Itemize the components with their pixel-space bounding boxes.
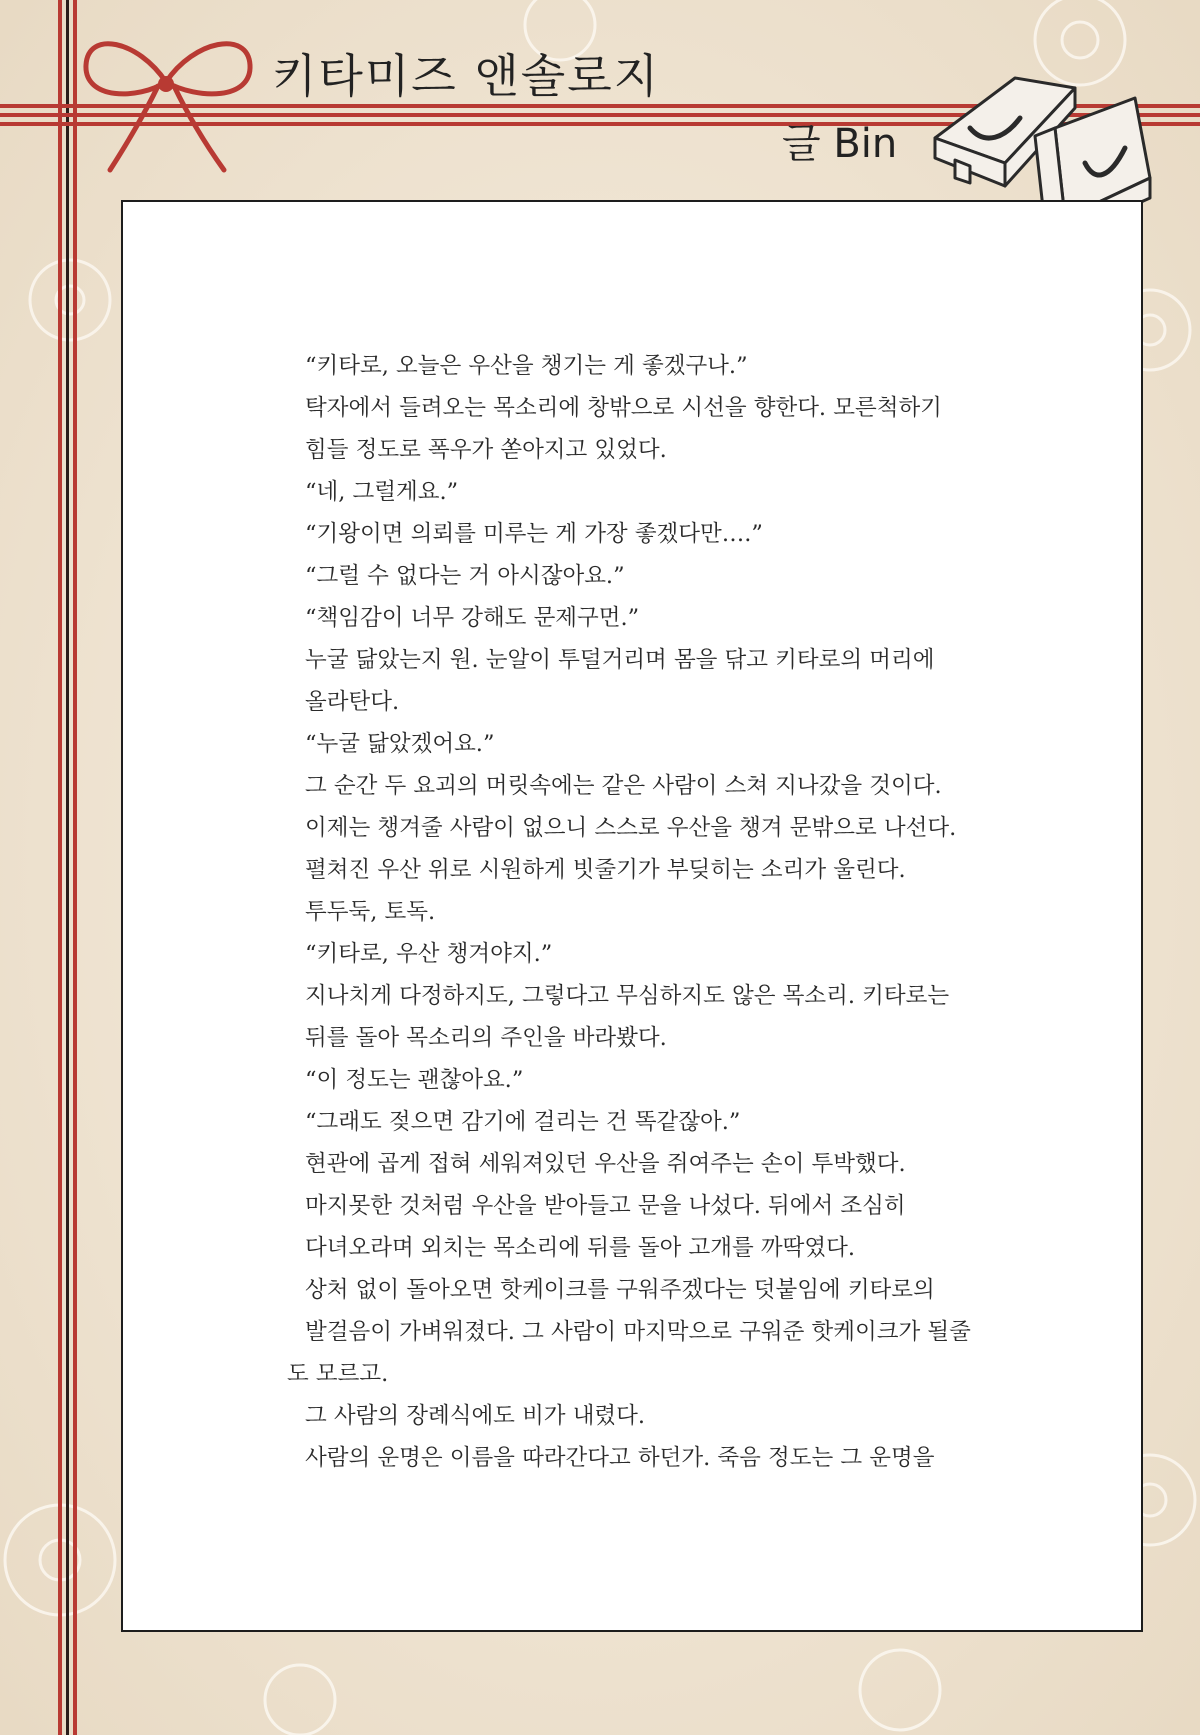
- story-line: 올라탄다.: [305, 689, 400, 715]
- story-line: “누굴 닮았겠어요.”: [305, 731, 495, 757]
- story-line: 그 순간 두 요괴의 머릿속에는 같은 사람이 스쳐 지나갔을 것이다.: [305, 773, 942, 799]
- story-line: 지나치게 다정하지도, 그렇다고 무심하지도 않은 목소리. 키타로는: [305, 983, 950, 1009]
- ribbon-vertical-red: [73, 0, 77, 1735]
- story-line: “책임감이 너무 강해도 문제구먼.”: [305, 605, 640, 631]
- ribbon-vertical-red: [58, 0, 62, 1735]
- story-line: 펼쳐진 우산 위로 시원하게 빗줄기가 부딪히는 소리가 울린다.: [305, 857, 906, 883]
- story-line: 힘들 정도로 폭우가 쏟아지고 있었다.: [305, 437, 667, 463]
- story-line: “네, 그럴게요.”: [305, 479, 459, 505]
- ribbon-vertical-black: [66, 0, 69, 1735]
- story-line: 상처 없이 돌아오면 핫케이크를 구워주겠다는 덧붙임에 키타로의: [305, 1277, 935, 1303]
- story-line: 투두둑, 토독.: [305, 899, 436, 925]
- story-line: “이 정도는 괜찮아요.”: [305, 1067, 524, 1093]
- story-line: “그래도 젖으면 감기에 걸리는 건 똑같잖아.”: [305, 1109, 741, 1135]
- story-line: “키타로, 오늘은 우산을 챙기는 게 좋겠구나.”: [305, 353, 748, 379]
- author-credit: 글 Bin: [782, 121, 898, 167]
- story-line: 누굴 닮았는지 원. 눈알이 투덜거리며 몸을 닦고 키타로의 머리에: [305, 647, 935, 673]
- story-line: 뒤를 돌아 목소리의 주인을 바라봤다.: [305, 1025, 667, 1051]
- story-line: 도 모르고.: [287, 1361, 389, 1387]
- anthology-title: 키타미즈 앤솔로지: [272, 49, 661, 103]
- story-line: 사람의 운명은 이름을 따라간다고 하던가. 죽음 정도는 그 운명을: [305, 1445, 935, 1471]
- story-line: “그럴 수 없다는 거 아시잖아요.”: [305, 563, 625, 589]
- story-line: “기왕이면 의뢰를 미루는 게 가장 좋겠다만….”: [305, 521, 763, 547]
- story-line: 이제는 챙겨줄 사람이 없으니 스스로 우산을 챙겨 문밖으로 나선다.: [305, 815, 957, 841]
- story-line: 현관에 곱게 접혀 세워져있던 우산을 쥐여주는 손이 투박했다.: [305, 1151, 906, 1177]
- story-line: 발걸음이 가벼워졌다. 그 사람이 마지막으로 구워준 핫케이크가 될줄: [305, 1319, 971, 1345]
- story-text: [287, 345, 987, 1479]
- story-line: 마지못한 것처럼 우산을 받아들고 문을 나섰다. 뒤에서 조심히: [305, 1193, 906, 1219]
- ribbon-bow-icon: [78, 20, 258, 180]
- story-line: 그 사람의 장례식에도 비가 내렸다.: [305, 1403, 646, 1429]
- story-line: 탁자에서 들려오는 목소리에 창밖으로 시선을 향한다. 모른척하기: [305, 395, 942, 421]
- story-line: “키타로, 우산 챙겨야지.”: [305, 941, 553, 967]
- story-line: 다녀오라며 외치는 목소리에 뒤를 돌아 고개를 까딱였다.: [305, 1235, 855, 1261]
